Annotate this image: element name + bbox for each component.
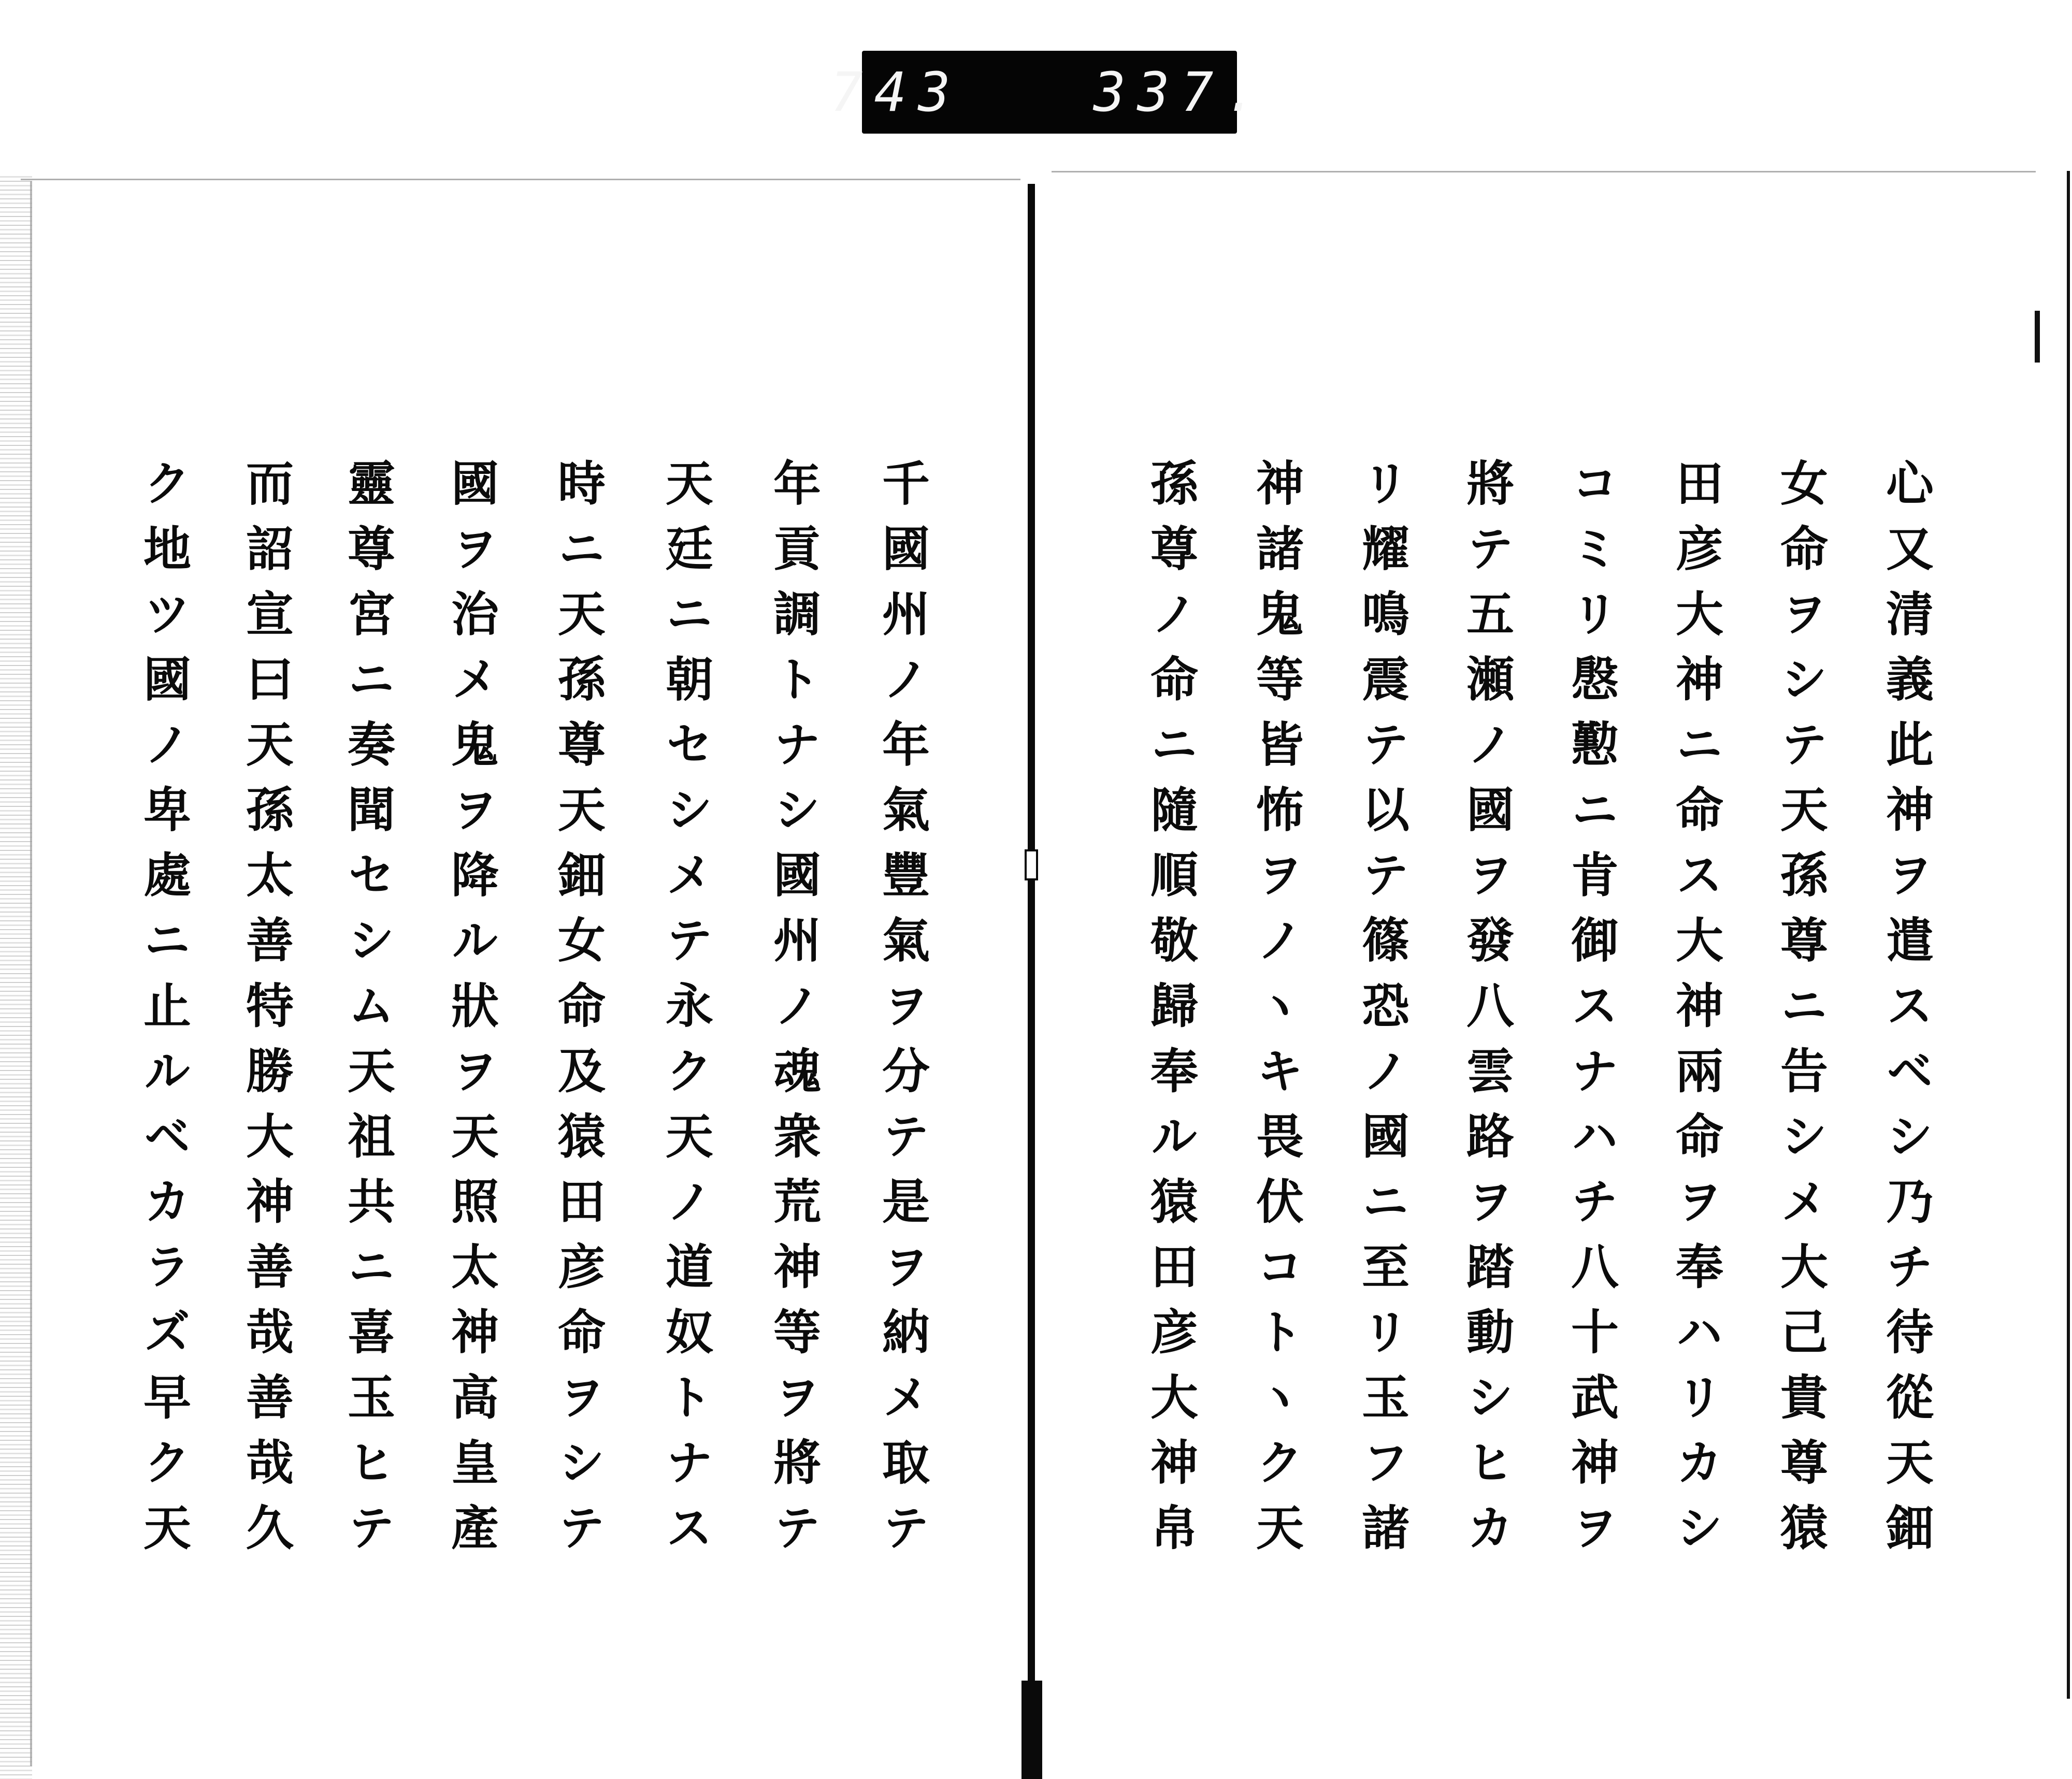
text-column: 心又清義此神ヲ遣スベシ乃チ待從天鈿 [1878, 458, 1934, 1568]
left-page-edge [30, 181, 32, 1766]
left-page-top-edge [21, 179, 1020, 180]
text-column: 年貢調トナシ國州ノ魂衆荒神等ヲ將テ [766, 458, 822, 1568]
text-column: 國ヲ治メ鬼ヲ降ル狀ヲ天照太神高皇產 [443, 458, 499, 1568]
text-column: 神諸鬼等皆怖ヲノヽキ畏伏コトヽク天 [1248, 458, 1304, 1568]
page-edge-shadow [0, 176, 32, 1779]
frame-number: 743 337. [830, 61, 1269, 124]
text-column: 時ニ天孫尊天鈿女命及猿田彦命ヲシテ [550, 458, 606, 1568]
text-column: 田彦大神ニ命ス大神兩命ヲ奉ハリカシ [1668, 458, 1724, 1568]
book-gutter [1028, 184, 1035, 1779]
text-column: ク地ツ國ノ卑處ニ止ルベカラズ早ク天 [136, 458, 192, 1568]
right-page-edge-mark [2035, 311, 2040, 363]
text-column: リ耀鳴震テ以テ篠恐ノ國ニ至リ玉フ諸 [1354, 458, 1410, 1568]
microfilm-frame-label [830, 51, 1269, 134]
gutter-clip [1025, 849, 1038, 880]
text-column: 女命ヲシテ天孫尊ニ告シメ大己貴尊猿 [1773, 458, 1829, 1568]
gutter-foot [1021, 1681, 1042, 1779]
text-column: 將テ五瀬ノ國ヲ發八雲路ヲ踏動シヒカ [1459, 458, 1515, 1568]
text-column: 天廷ニ朝セシメテ永ク天ノ道奴トナス [658, 458, 714, 1568]
text-column: 靈尊宮ニ奏聞セシム天祖共ニ喜玉ヒテ [340, 458, 396, 1568]
text-column: 而詔宣曰天孫太善特勝大神善哉善哉久 [238, 458, 294, 1568]
text-column: コミリ慇懃ニ肯御スナハチ八十武神ヲ [1563, 458, 1619, 1568]
right-page-top-edge [1052, 171, 2036, 172]
right-page-edge [2067, 171, 2070, 1699]
text-column: 千國州ノ年氣豐氣ヲ分テ是ヲ納メ取テ [874, 458, 930, 1568]
text-column: 孫尊ノ命ニ隨順敬歸奉ル猿田彦大神帛 [1143, 458, 1199, 1568]
